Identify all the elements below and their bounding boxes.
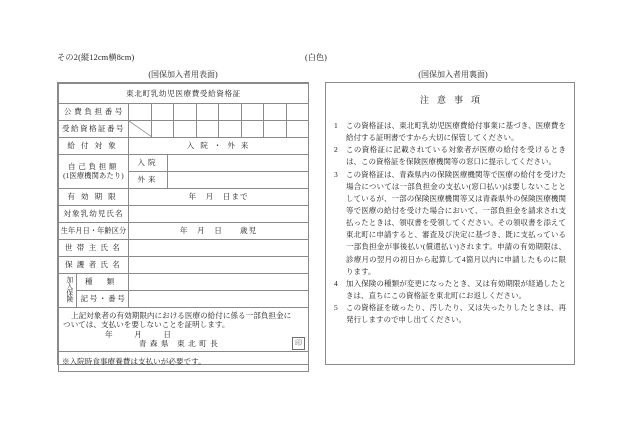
benefit-target-label: 給付対象 (59, 138, 129, 155)
table-row (59, 138, 309, 155)
paper-color-note: (白色) (305, 53, 327, 62)
insurance-type-label (77, 274, 129, 291)
note-text: この資格証は、青森県内の保険医療機関等で医療の給付を受けた場合については一部負担金の支払い(窓口払い)は要しないこととしているが、一部の保険医療機関等又は青森県外の保険医療機関等で医療の給付を受けた場合において、一部負担金を請求され支払ったときは、領収書を受領してください。その領収書を添えて東北町に申請すると、審査及び決定に基づき、既に支払っている一部負担金が事後払い(償還払い)されます。申請の有効期限は、診療月の翌月の初日から起算して4箇月以内に申請したものに限ります。 (346, 169, 566, 276)
note-text: この資格証を破ったり、汚したり、又は失ったりしたときは、再発行しますので申し出てください。 (346, 303, 566, 325)
qualification-number-label: 受給資格証番号 (59, 121, 129, 138)
diagonal-slash-icon (129, 121, 151, 137)
householder-value[interactable] (129, 240, 309, 257)
benefit-target-value: 入 院 ・ 外 来 (129, 138, 309, 155)
certification-block (59, 308, 309, 352)
form-size-note: その2(縦12cm横8cm) (57, 53, 135, 62)
front-card-table (58, 83, 309, 372)
guardian-label: 保護者氏名 (59, 257, 129, 274)
number-cell[interactable] (242, 104, 265, 120)
number-cell[interactable] (264, 121, 287, 137)
householder-label: 世帯主氏名 (59, 240, 129, 257)
insurance-group-label (59, 274, 77, 308)
insurance-type-value[interactable] (129, 274, 309, 291)
note-number: 4 (334, 278, 338, 288)
certification-signer-text: 青森県 東北町長 (138, 339, 222, 349)
number-cell-grid (129, 121, 308, 137)
certification-line-2: ついては、支払いを要しないことを証明します。 (63, 320, 230, 330)
validity-label: 有効期限 (59, 189, 129, 206)
public-burden-number-cells[interactable] (129, 104, 309, 121)
table-row (59, 274, 309, 291)
list-item (333, 169, 566, 278)
number-cell[interactable] (287, 121, 309, 137)
official-seal-icon: 印 (292, 337, 305, 350)
table-row (59, 223, 309, 240)
list-item (333, 278, 566, 302)
note-text: この資格証に記載されている対象者が医療の給付を受けるときは、この資格証を保険医療機関等の窓口に提示してください。 (346, 145, 566, 167)
child-birth-label: 生年月日・年齢区分 (59, 223, 129, 240)
child-name-label: 対象乳幼児氏名 (59, 206, 129, 223)
table-row (59, 155, 309, 172)
note-text: 加入保険の種類が変更になったとき、又は有効期限が経過したときは、直ちにこの資格証を東北町にお返しください。 (346, 278, 566, 300)
qualification-number-cells[interactable] (129, 121, 309, 138)
note-number: 2 (334, 145, 338, 155)
meta-row (57, 52, 577, 66)
number-cell[interactable] (197, 121, 220, 137)
note-number: 5 (334, 303, 338, 313)
certification-line-1: 上記対象者の有効期限内における医療の給付に係る一部負担金に (71, 311, 292, 320)
table-row (59, 291, 309, 308)
note-text: この資格証は、東北町乳幼児医療費給付事業に基づき、医療費を給付する証明書ですから大切に保管してください。 (346, 121, 566, 143)
guardian-value[interactable] (129, 257, 309, 274)
number-cell[interactable] (219, 104, 242, 120)
insurance-type-label-text: 種類 (85, 277, 129, 287)
self-pay-label-line2: (1医療機関あたり) (63, 171, 124, 180)
note-number: 3 (334, 169, 338, 179)
table-row (59, 84, 309, 104)
table-row (59, 308, 309, 352)
note-number: 1 (334, 121, 338, 130)
self-pay-outpatient-value[interactable] (168, 172, 308, 188)
number-cell[interactable] (152, 104, 175, 120)
number-cell[interactable] (242, 121, 265, 137)
table-row (59, 206, 309, 223)
child-name-value[interactable] (129, 206, 309, 223)
number-cell[interactable] (197, 104, 220, 120)
self-pay-label-line1: 自己負担額 (68, 162, 119, 172)
insurance-symbol-value[interactable] (129, 291, 309, 308)
number-cell[interactable] (174, 121, 197, 137)
notes-list (326, 106, 574, 326)
table-row (59, 351, 309, 371)
number-cell[interactable] (129, 104, 152, 120)
table-row (59, 104, 309, 121)
self-pay-inpatient-label: 入院 (129, 155, 168, 171)
self-pay-inpatient-value[interactable] (168, 155, 308, 171)
number-cell-with-slash[interactable] (129, 121, 152, 137)
back-card-panel (325, 82, 575, 365)
self-pay-outpatient-label: 外来 (129, 172, 168, 188)
table-row (59, 257, 309, 274)
number-cell[interactable] (264, 104, 287, 120)
insurance-symbol-label: 記号・番号 (77, 291, 129, 308)
number-cell[interactable] (287, 104, 309, 120)
public-burden-number-label: 公費負担番号 (59, 104, 129, 121)
self-pay-label (59, 155, 129, 189)
back-panel-caption: (国保加入者用裏面) (418, 70, 488, 79)
self-pay-inpatient-row (129, 155, 309, 172)
list-item (333, 302, 566, 326)
back-card-title: 注意事項 (419, 95, 488, 105)
number-cell[interactable] (174, 104, 197, 120)
child-birth-value[interactable]: 年 月 日 歳児 (129, 223, 309, 240)
validity-value[interactable]: 年 月 日まで (129, 189, 309, 206)
table-row (59, 240, 309, 257)
number-cell[interactable] (219, 121, 242, 137)
list-item (333, 144, 566, 168)
number-cell[interactable] (152, 121, 175, 137)
front-panel-caption: (国保加入者用表面) (148, 70, 218, 79)
certification-date-line: 年 月 日 (105, 329, 178, 339)
insurance-group-label-text: 加入保険 (64, 276, 72, 303)
certification-signer (63, 339, 303, 348)
self-pay-outpatient-row (129, 172, 309, 189)
table-row (59, 121, 309, 138)
number-cell-grid (129, 104, 308, 120)
front-footnote: ※入院時食事療養費は支払いが必要です。 (59, 351, 309, 371)
card-title: 東北町乳幼児医療費受給資格証 (59, 84, 309, 104)
table-row (59, 189, 309, 206)
list-item (333, 120, 566, 144)
front-card-panel (57, 82, 309, 365)
